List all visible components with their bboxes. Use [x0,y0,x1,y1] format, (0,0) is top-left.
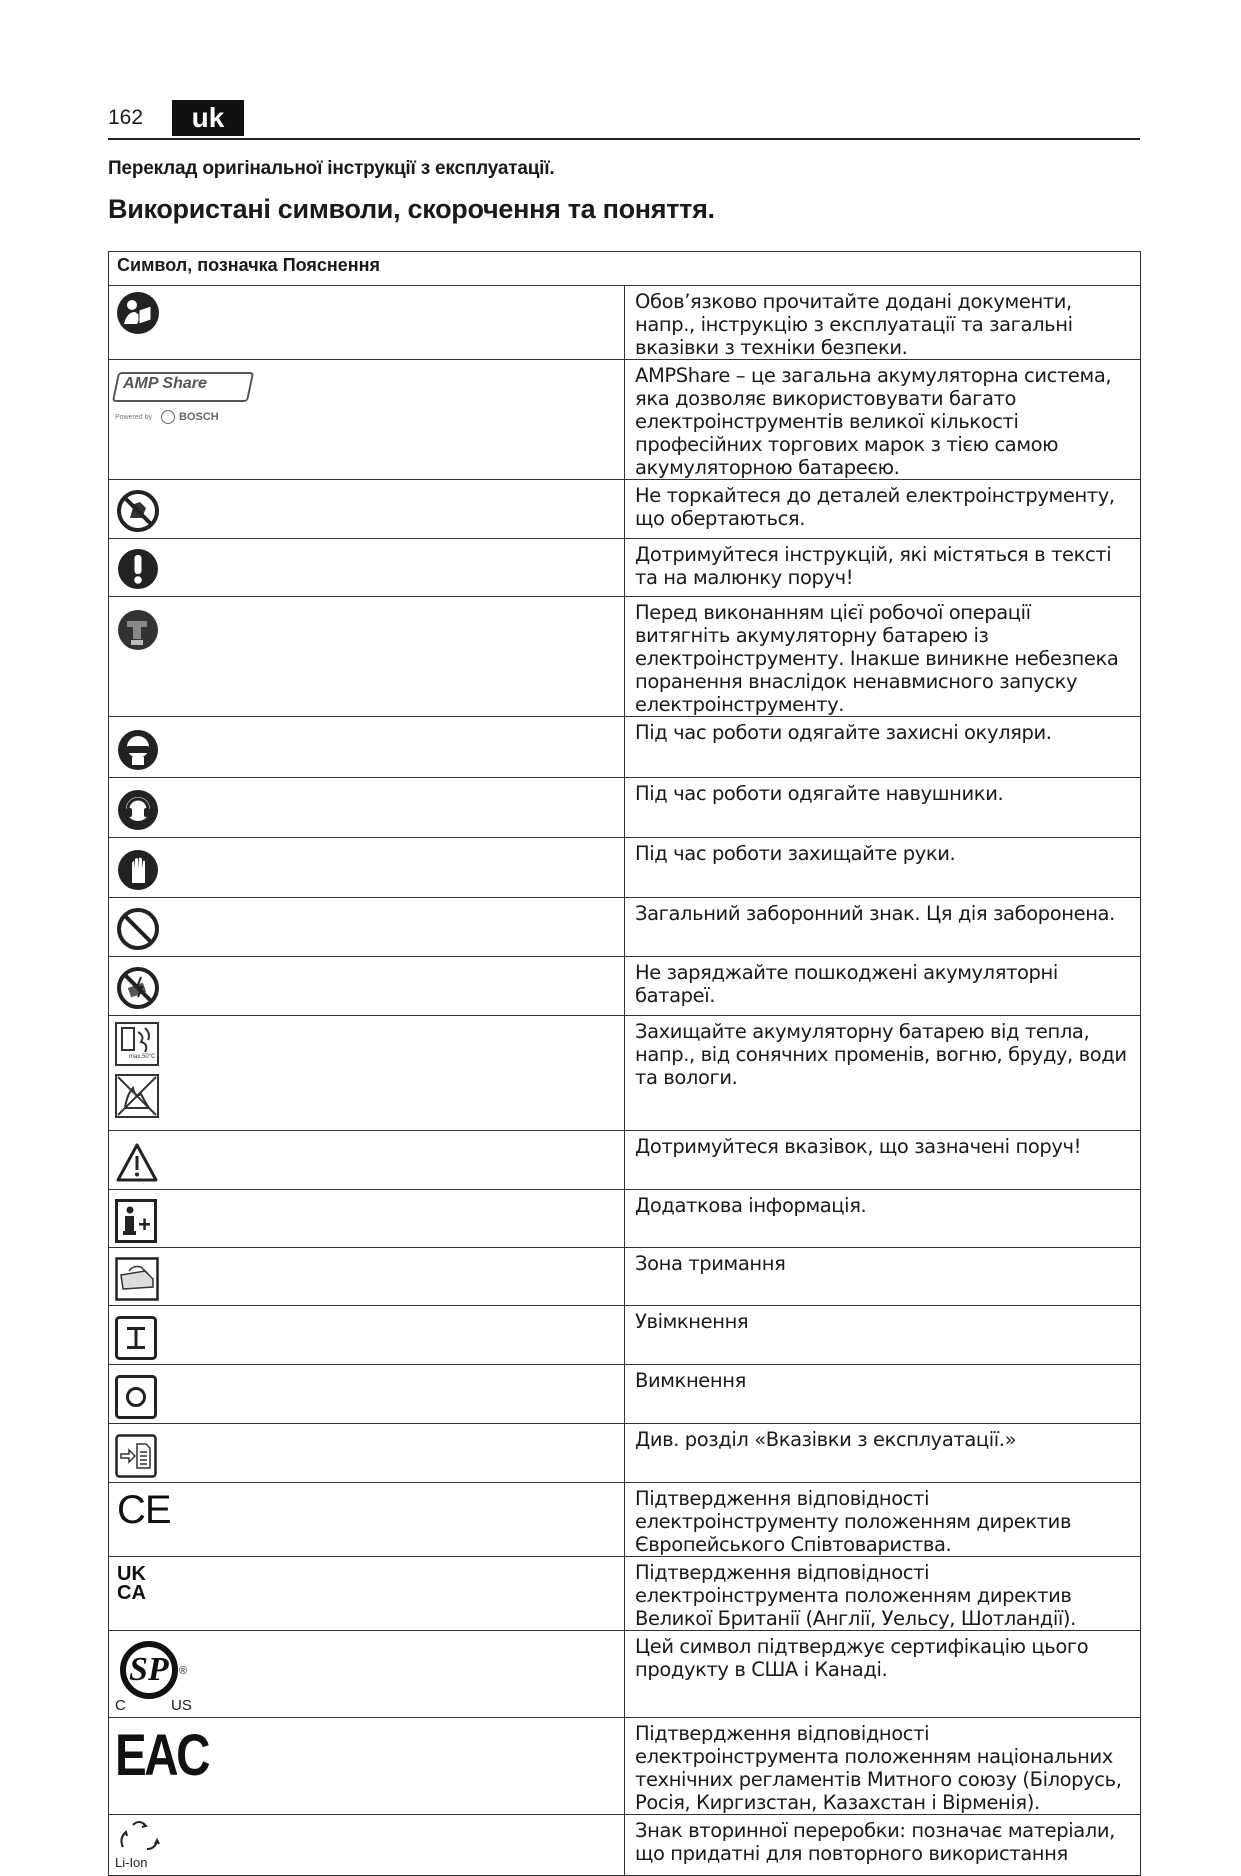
symbols-table [108,251,1141,1876]
symbol-cell [109,1718,625,1815]
symbol-cell [109,1631,625,1718]
explanation-cell: Зона тримання [625,1248,1141,1306]
table-row [109,1190,1141,1248]
symbol-cell [109,1306,625,1365]
table-row [109,1306,1141,1365]
li-ion-label: Li-Ion [115,1855,148,1870]
csa-c-label: C [115,1697,126,1714]
table-row [109,1424,1141,1483]
info-plus-icon [115,1199,157,1243]
table-row [109,1131,1141,1190]
warning-triangle-icon [115,1141,159,1185]
prohibition-icon [115,906,161,952]
symbol-cell [109,1131,625,1190]
explanation-cell: Цей символ підтверджує сертифікацію цього продукту в США і Канаді. [625,1631,1141,1718]
table-header [109,252,1141,286]
table-header-row [109,252,1141,286]
symbol-cell [109,717,625,778]
symbol-cell [109,1557,625,1631]
battery-heat-protection-icon [115,1022,165,1126]
explanation-cell: Вимкнення [625,1365,1141,1424]
ear-protection-icon [115,787,161,833]
symbol-cell [109,1365,625,1424]
table-row [109,480,1141,539]
ukca-mark-bottom: CA [117,1582,146,1604]
table-row [109,597,1141,717]
column-header-explanation: Пояснення [282,255,381,275]
explanation-cell: Перед виконанням цієї робочої операції витягніть акумуляторну батарею із електроінструменту. Інакше виникне небезпека поранення внаслідок ненавмисного запуску електроінструменту. [625,597,1141,717]
power-off-icon [115,1375,157,1419]
table-row [109,1631,1141,1718]
table-row [109,1718,1141,1815]
table-row [109,1016,1141,1131]
ukca-mark-icon [115,1561,618,1603]
table-row [109,717,1141,778]
page-header [108,100,1140,140]
csa-mark-text: SP [129,1651,169,1688]
ce-mark-icon: CE [117,1488,171,1532]
symbol-cell [109,286,625,360]
bosch-logo-icon [161,410,175,424]
recycling-li-ion-icon [115,1819,175,1871]
read-manual-icon [115,290,161,336]
symbol-cell [109,1815,625,1876]
language-badge: uk [172,100,244,136]
document-subtitle: Переклад оригінальної інструкції з експлуатації. [108,158,555,179]
battery-fire-water-icon [115,1074,159,1118]
powered-by-text: Powered by [115,414,152,421]
explanation-cell: Знак вторинної переробки: позначає матеріали, що придатні для повторного використання [625,1815,1141,1876]
explanation-cell: Не торкайтеся до деталей електроінструменту, що обертаються. [625,480,1141,539]
explanation-cell: Додаткова інформація. [625,1190,1141,1248]
ampshare-logo [115,372,255,438]
explanation-cell: Захищайте акумуляторну батарею від тепла, напр., від сонячних променів, вогню, бруду, води та вологи. [625,1016,1141,1131]
power-on-icon [115,1316,157,1360]
table-row [109,1557,1141,1631]
table-row [109,957,1141,1016]
explanation-cell: Не заряджайте пошкоджені акумуляторні батареї. [625,957,1141,1016]
csa-mark-icon [115,1635,215,1713]
table-row [109,838,1141,898]
no-touch-rotating-icon [115,488,161,534]
no-charge-damaged-battery-icon [115,965,161,1011]
ukca-mark-top: UK [117,1563,146,1585]
mandatory-instruction-icon [115,546,161,592]
page-title: Використані символи, скорочення та поняття. [108,194,715,224]
explanation-cell: Загальний заборонний знак. Ця дія заборонена. [625,898,1141,957]
table-row [109,1483,1141,1557]
symbol-cell [109,480,625,539]
explanation-cell: Під час роботи захищайте руки. [625,838,1141,898]
recycling-arrows-icon [117,1819,161,1855]
ampshare-logo-text: AMP Share [123,375,207,392]
page-number: 162 [108,106,144,129]
symbol-cell [109,1424,625,1483]
explanation-cell: Під час роботи одягайте захисні окуляри. [625,717,1141,778]
explanation-cell: Дотримуйтеся інструкцій, які містяться в тексті та на малюнку поруч! [625,539,1141,597]
table-row [109,1248,1141,1306]
explanation-cell: Підтвердження відповідності електроінструмента положенням національних технічних регламентів Митного союзу (Білорусь, Росія, Киргизстан, Казахстан і Вірменія). [625,1718,1141,1815]
explanation-cell: Під час роботи одягайте навушники. [625,778,1141,838]
explanation-cell: Дотримуйтеся вказівок, що зазначені поруч! [625,1131,1141,1190]
symbol-cell [109,1483,625,1557]
explanation-cell: AMPShare – це загальна акумуляторна система, яка дозволяє використовувати багато електроінструментів великої кількості професійних торгових марок з тією самою акумуляторною батареєю. [625,360,1141,480]
bosch-logo-text: BOSCH [179,411,219,423]
symbol-cell [109,539,625,597]
temperature-label: max.50°C [129,1054,156,1060]
table-row [109,778,1141,838]
explanation-cell: Увімкнення [625,1306,1141,1365]
safety-goggles-icon [115,727,161,773]
table-row [109,539,1141,597]
symbol-cell [109,1016,625,1131]
column-header-symbol: Символ, позначка [117,255,278,275]
symbol-cell [109,1190,625,1248]
eac-mark-icon: EAC [115,1723,209,1788]
see-instructions-icon [115,1434,157,1478]
table-row [109,1815,1141,1876]
table-row [109,360,1141,480]
csa-registered-mark: ® [179,1665,188,1677]
symbol-cell [109,1248,625,1306]
explanation-cell: Обов’язково прочитайте додані документи, напр., інструкцію з експлуатації та загальні вказівки з техніки безпеки. [625,286,1141,360]
symbol-cell [109,597,625,717]
explanation-cell: Див. розділ «Вказівки з експлуатації.» [625,1424,1141,1483]
symbol-cell [109,838,625,898]
table-row [109,1365,1141,1424]
explanation-cell: Підтвердження відповідності електроінструмента положенням директив Великої Британії (Англії, Уельсу, Шотландії). [625,1557,1141,1631]
explanation-cell: Підтвердження відповідності електроінструменту положенням директив Європейського Співтовариства. [625,1483,1141,1557]
hand-protection-icon [115,847,161,893]
symbol-cell [109,898,625,957]
grip-area-icon [115,1257,159,1301]
symbol-cell [109,360,625,480]
symbol-cell [109,957,625,1016]
symbol-cell [109,778,625,838]
remove-battery-icon [115,607,161,653]
table-row [109,898,1141,957]
table-row [109,286,1141,360]
csa-us-label: US [171,1697,192,1714]
